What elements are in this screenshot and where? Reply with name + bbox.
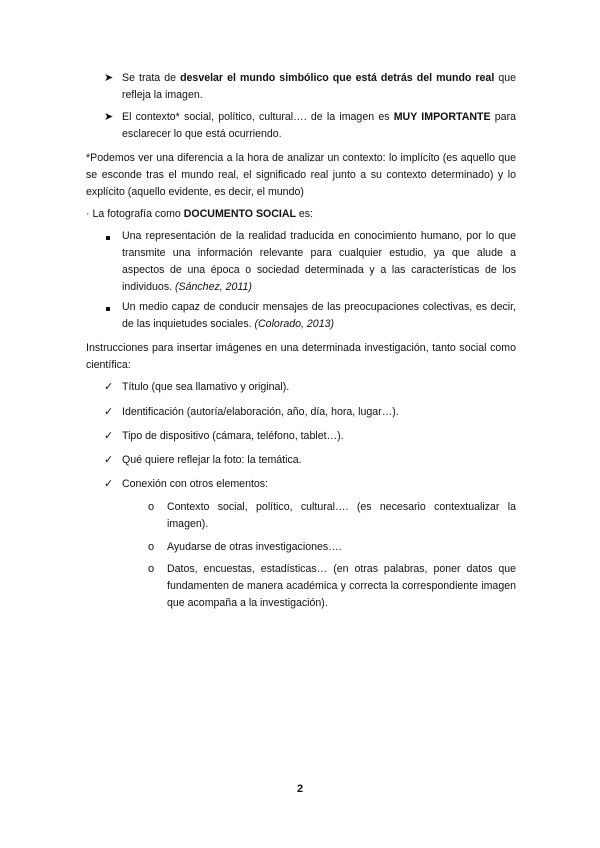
check-item-identification: Identificación (autoría/elaboración, año, día, hora, lugar…). xyxy=(122,406,399,418)
check-item-connection: Conexión con otros elementos: xyxy=(122,478,269,490)
square-bullet-icon xyxy=(106,236,110,240)
check-icon: ✓ xyxy=(104,454,114,466)
check-item-title: Título (que sea llamativo y original). xyxy=(122,381,290,393)
photo-section-heading: · La fotografía como DOCUMENTO SOCIAL es: xyxy=(86,208,314,220)
check-icon: ✓ xyxy=(104,381,114,393)
arrow-bullet-icon: ➤ xyxy=(104,72,114,84)
arrow-item-1: Se trata de desvelar el mundo simbólico que está detrás del mundo real que refleja la imagen. xyxy=(122,72,516,101)
square-item-1: Una representación de la realidad traducida en conocimiento humano, por lo que transmite una información relevante para cualquier estudio, ya que alude a aspectos de una época o sociedad determinada y a las características de los individuos. (Sánchez, 2011) xyxy=(122,230,516,293)
sub-item-research: Ayudarse de otras investigaciones…. xyxy=(167,541,342,553)
square-item-2: Un medio capaz de conducir mensajes de las preocupaciones colectivas, es decir, de las inquietudes sociales. (Colorado, 2013) xyxy=(122,301,516,330)
check-item-device: Tipo de dispositivo (cámara, teléfono, tablet…). xyxy=(122,430,344,442)
footnote-paragraph: *Podemos ver una diferencia a la hora de analizar un contexto: lo implícito (es aquello que se esconde tras el mundo real, el significado real junto a su contexto determinado) y lo explícito (aquello evidente, es decir, el mundo) xyxy=(86,152,516,198)
circle-bullet-icon: o xyxy=(148,501,155,513)
sub-item-data: Datos, encuestas, estadísticas… (en otras palabras, poner datos que fundamenten de manera académica y correcta la correspondiente imagen que acompaña a la investigación). xyxy=(167,563,516,609)
check-icon: ✓ xyxy=(104,478,114,490)
circle-bullet-icon: o xyxy=(148,563,155,575)
check-item-theme: Qué quiere reflejar la foto: la temática. xyxy=(122,454,302,466)
page-number: 2 xyxy=(296,783,304,795)
sub-item-context: Contexto social, político, cultural…. (es necesario contextualizar la imagen). xyxy=(167,501,516,530)
circle-bullet-icon: o xyxy=(148,541,155,553)
instructions-intro: Instrucciones para insertar imágenes en una determinada investigación, tanto social como científica: xyxy=(86,342,516,371)
arrow-item-2: El contexto* social, político, cultural…. de la imagen es MUY IMPORTANTE para esclarecer lo que está ocurriendo. xyxy=(122,111,516,140)
square-bullet-icon xyxy=(106,307,110,311)
arrow-bullet-icon: ➤ xyxy=(104,111,114,123)
check-icon: ✓ xyxy=(104,430,114,442)
check-icon: ✓ xyxy=(104,406,114,418)
